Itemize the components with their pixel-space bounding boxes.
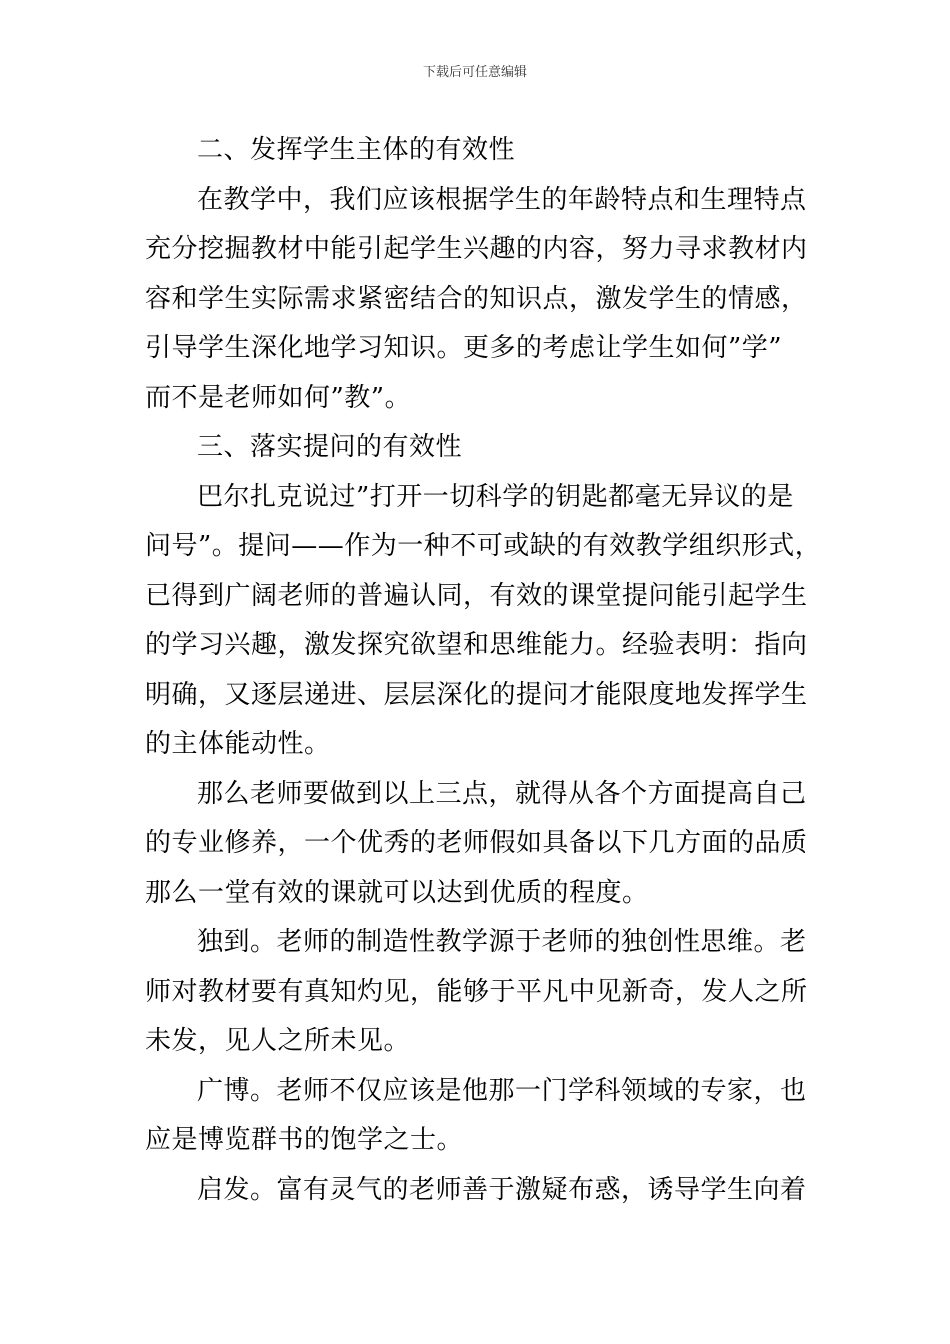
text-line: 的学习兴趣，激发探究欲望和思维能力。经验表明：指向 [145, 630, 808, 660]
text-line: 未发，见人之所未见。 [145, 1026, 411, 1056]
section-heading [145, 126, 817, 176]
paragraph [145, 1166, 817, 1216]
text-line: 问号”。提问——作为一种不可或缺的有效教学组织形式， [145, 531, 822, 561]
document-body [145, 126, 822, 1215]
text-line: 巴尔扎克说过”打开一切科学的钥匙都毫无异议的是 [197, 481, 794, 512]
section-heading [145, 423, 817, 473]
text-line: 充分挖掘教材中能引起学生兴趣的内容，努力寻求教材内 [145, 234, 808, 264]
text-line: 广博。老师不仅应该是他那一门学科领域的专家，也 [197, 1075, 807, 1106]
text-line: 那么一堂有效的课就可以达到优质的程度。 [145, 877, 649, 908]
text-line: 明确，又逐层递进、层层深化的提问才能限度地发挥学生 [145, 679, 808, 710]
text-line: 独到。老师的制造性教学源于老师的独创性思维。老 [197, 927, 807, 957]
text-line: 启发。富有灵气的老师善于激疑布惑，诱导学生向着 [197, 1174, 807, 1205]
paragraph [145, 770, 817, 919]
text-line: 那么老师要做到以上三点，就得从各个方面提高自己 [197, 778, 807, 809]
text-line: 而不是老师如何”教”。 [145, 382, 412, 413]
text-line: 应是博览群书的饱学之士。 [145, 1125, 464, 1155]
paragraph [145, 176, 817, 424]
text-line: 二、发挥学生主体的有效性 [197, 135, 516, 165]
text-line: 三、落实提问的有效性 [197, 432, 463, 462]
text-line: 师对教材要有真知灼见，能够于平凡中见新奇，发人之所 [145, 976, 808, 1007]
paragraph [145, 473, 822, 770]
text-line: 在教学中，我们应该根据学生的年龄特点和生理特点 [197, 184, 807, 215]
page-header: 下载后可任意编辑 [422, 65, 527, 80]
text-line: 引导学生深化地学习知识。更多的考虑让学生如何”学” [145, 333, 783, 363]
paragraph [145, 1067, 817, 1166]
text-line: 的专业修养，一个优秀的老师假如具备以下几方面的品质 [145, 828, 808, 858]
paragraph [145, 918, 817, 1067]
text-line: 已得到广阔老师的普遍认同，有效的课堂提问能引起学生 [145, 580, 808, 611]
text-line: 的主体能动性。 [145, 729, 331, 759]
text-line: 容和学生实际需求紧密结合的知识点，激发学生的情感， [145, 283, 808, 314]
